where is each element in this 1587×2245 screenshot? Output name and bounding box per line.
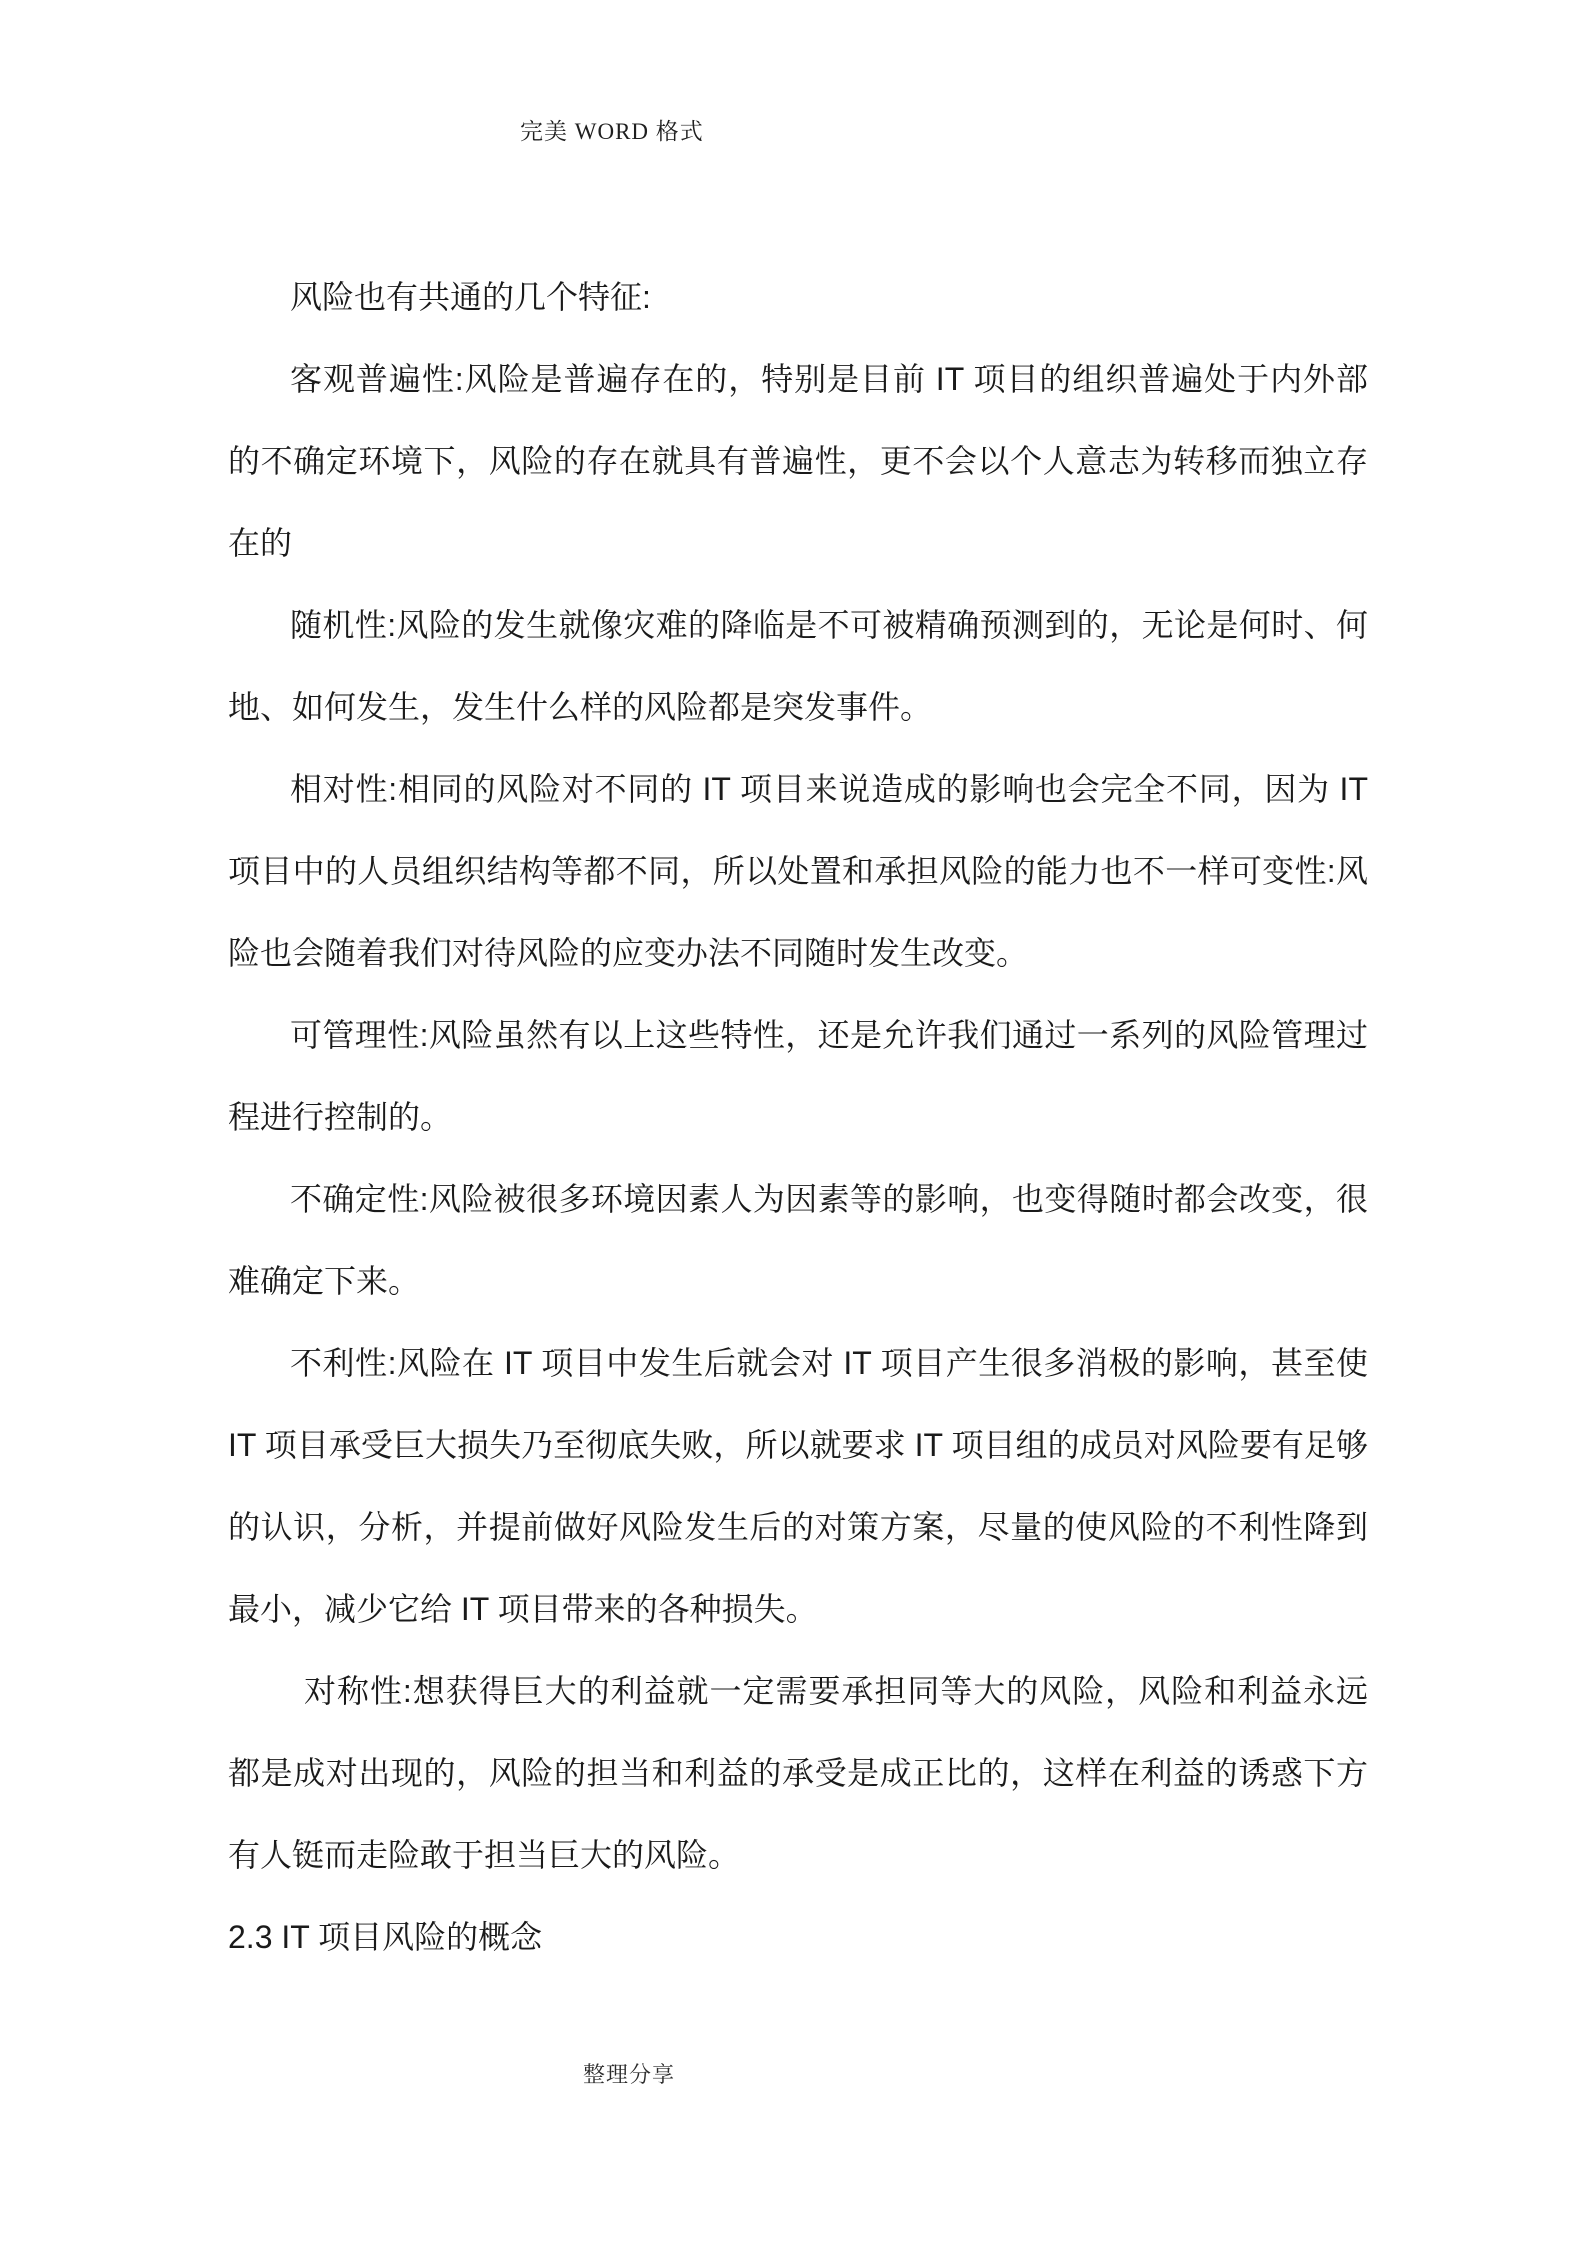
page-footer: 整理分享 xyxy=(583,2062,676,2087)
paragraph-objective-universality: 客观普遍性:风险是普遍存在的，特别是目前 IT 项目的组织普遍处于内外部的不确定环境下，风险的存在就具有普遍性，更不会以个人意志为转移而独立存在的 xyxy=(228,361,1368,561)
heading-section-2-3: 2.3 IT 项目风险的概念 xyxy=(228,1919,543,1955)
page-header: 完美 WORD 格式 xyxy=(520,119,704,144)
document-body xyxy=(228,256,1368,1978)
paragraph-manageability: 可管理性:风险虽然有以上这些特性，还是允许我们通过一系列的风险管理过程进行控制的。 xyxy=(228,1017,1368,1135)
paragraph-randomness: 随机性:风险的发生就像灾难的降临是不可被精确预测到的，无论是何时、何地、如何发生，发生什么样的风险都是突发事件。 xyxy=(228,607,1368,725)
paragraph-uncertainty: 不确定性:风险被很多环境因素人为因素等的影响，也变得随时都会改变，很难确定下来。 xyxy=(228,1181,1368,1299)
paragraph-adversity: 不利性:风险在 IT 项目中发生后就会对 IT 项目产生很多消极的影响，甚至使 IT 项目承受巨大损失乃至彻底失败，所以就要求 IT 项目组的成员对风险要有足够的认识，分析，并提前做好风险发生后的对策方案，尽量的使风险的不利性降到最小，减少它给 IT 项目带来的各种损失。 xyxy=(228,1345,1368,1627)
paragraph-symmetry: 对称性:想获得巨大的利益就一定需要承担同等大的风险，风险和利益永远都是成对出现的，风险的担当和利益的承受是成正比的，这样在利益的诱惑下方有人铤而走险敢于担当巨大的风险。 xyxy=(228,1673,1368,1873)
paragraph-relativity-variability: 相对性:相同的风险对不同的 IT 项目来说造成的影响也会完全不同，因为 IT 项目中的人员组织结构等都不同，所以处置和承担风险的能力也不一样可变性:风险也会随着我们对待风险的应变办法不同随时发生改变。 xyxy=(228,771,1368,971)
paragraph-risk-features-intro: 风险也有共通的几个特征: xyxy=(290,279,651,315)
